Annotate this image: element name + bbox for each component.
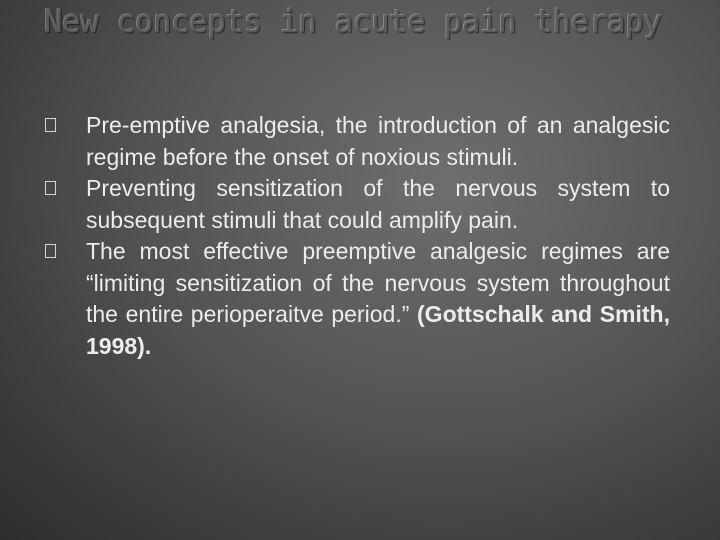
square-bullet-icon (45, 118, 56, 132)
citation: (Gottschalk and Smith, 1998). (86, 301, 670, 359)
bullet-item-preventing-sensitization (0, 173, 720, 236)
slide-title: New concepts in acute pain therapy (44, 4, 662, 40)
bullet-text: The most effective preemptive analgesic regimes are “limiting sensitization of the nervous system throughout the entire perioperaitve period.” (86, 238, 670, 327)
square-bullet-icon (45, 244, 56, 258)
bullet-item-preemptive-analgesia (0, 110, 720, 173)
square-bullet-icon (45, 181, 56, 195)
bullet-list (0, 110, 720, 362)
bullet-item-effective-regimes (0, 236, 720, 362)
bullet-text: Preventing sensitization of the nervous system to subsequent stimuli that could amplify pain. (86, 175, 670, 233)
bullet-text: Pre-emptive analgesia, the introduction of an analgesic regime before the onset of noxious stimuli. (86, 112, 670, 170)
